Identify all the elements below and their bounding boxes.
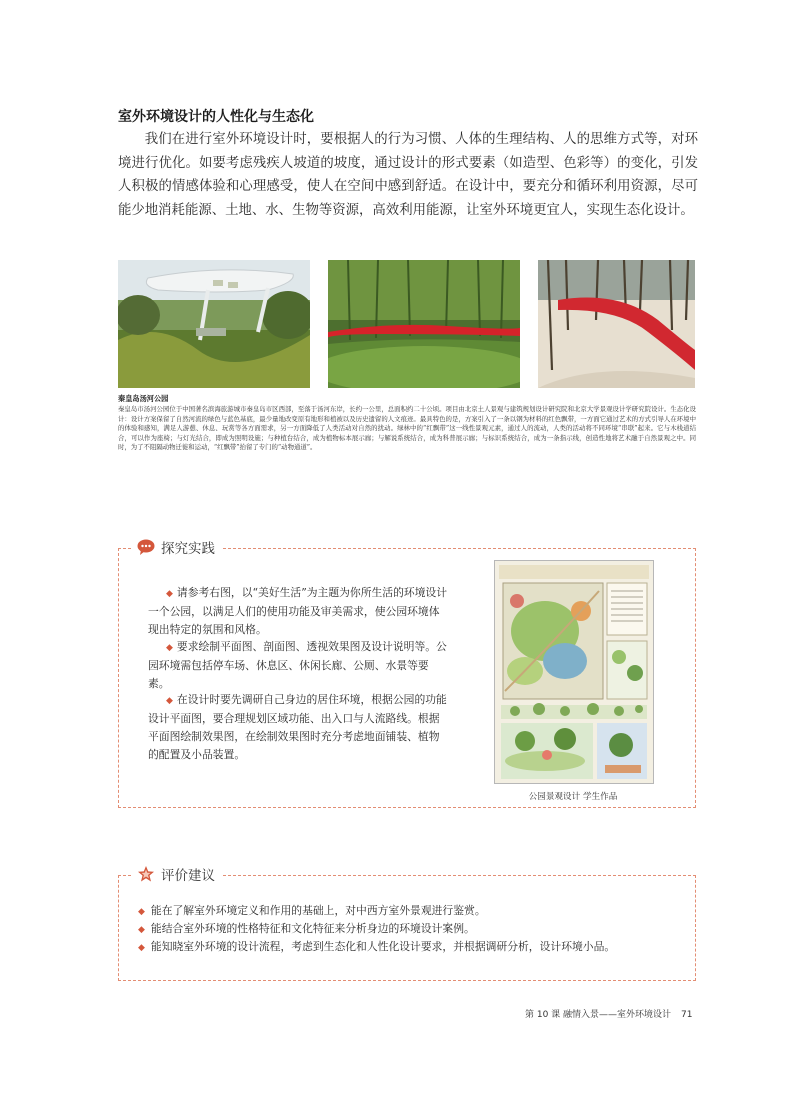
diamond-bullet-icon: ◆	[166, 696, 173, 706]
practice-tag-label: 探究实践	[161, 541, 215, 557]
practice-item-text: 在设计时要先调研自己身边的居住环境，根据公园的功能设计平面图，要合理规划区域功能、出入口与人流路线。根据平面图绘制效果图，在绘制效果图时充分考虑地面铺装、植物的配置及小品装置。	[148, 693, 447, 761]
evaluation-item-text: 能知晓室外环境的设计流程，考虑到生态化和人性化设计要求，并根据调研分析，设计环境小品。	[150, 940, 616, 953]
photo-canopy-pavilion	[118, 260, 310, 388]
practice-tag	[133, 537, 221, 557]
student-work-caption: 公园景观设计 学生作品	[528, 792, 618, 802]
student-work-drawing	[494, 560, 654, 784]
evaluation-item-text: 能结合室外环境的性格特征和文化特征来分析身边的环境设计案例。	[150, 922, 475, 935]
footer-lesson-title: 第 10 课 融情入景——室外环境设计	[525, 1010, 672, 1020]
evaluation-tag-label: 评价建议	[161, 868, 215, 884]
diamond-bullet-icon: ◆	[166, 643, 173, 653]
diamond-bullet-icon: ◆	[138, 907, 145, 917]
photo-caption-text: 秦皇岛市汤河公园位于中国著名滨海旅游城市秦皇岛市区西部，至落于汤河东岸，长约一公里，总面积约二十公顷。项目由北京土人景观与建筑规划设计研究院和北京大学景观设计学研究院设计。生态化设计：设计方案保留了自然河流的绿色与蓝色基底，最少量地改变原有地形和植被以及历史遗留的人文痕迹。最具特色的是，方案引入了一条以钢为材料的红色飘带，一方面它通过艺术的方式引导人在环境中的体验和感知，满足人游憩、休息、玩赏等各方面需求，另一方面降低了人类活动对自然的扰动。绿林中的“红飘带”这一线性景观元素，通过人的流动，人类的活动将不同环境“串联”起来。它与木栈道结合，可以作为座椅；与灯光结合，即成为照明设施；与种植台结合，成为植物标本展示廊；与解说系统结合，成为科普展示廊；与标识系统结合，成为一条指示线，创造性地将艺术融于自然景观之中。同时，为了不阻隔动物迁徙和运动，“红飘带”抬留了专门的“动物通道”。	[118, 405, 696, 452]
practice-item-text: 请参考右图，以“美好生活”为主题为你所生活的环境设计一个公园，以满足人们的使用功能及审美需求，使公园环境体现出特定的氛围和风格。	[148, 586, 448, 636]
page-footer	[525, 1007, 693, 1020]
evaluation-item	[138, 920, 475, 939]
diamond-bullet-icon: ◆	[166, 589, 173, 599]
practice-item-text: 要求绘制平面图、剖面图、透视效果图及设计说明等。公园环境需包括停车场、休息区、休闲长廊、公厕、水景等要素。	[148, 640, 447, 690]
practice-item	[148, 691, 450, 764]
section-title: 室外环境设计的人性化与生态化	[118, 109, 314, 125]
speech-bubble-icon	[137, 538, 155, 556]
evaluation-tag	[133, 864, 221, 884]
practice-item	[148, 638, 450, 693]
evaluation-item	[138, 938, 615, 957]
page-number: 71	[681, 1010, 693, 1020]
photo-red-bench-sand	[538, 260, 695, 388]
photo-caption-title: 秦皇岛汤河公园	[118, 394, 169, 403]
practice-item	[148, 584, 450, 639]
photo-red-ribbon-forest	[328, 260, 520, 388]
diamond-bullet-icon: ◆	[138, 925, 145, 935]
evaluation-item	[138, 902, 486, 921]
star-badge-icon	[137, 865, 155, 883]
diamond-bullet-icon: ◆	[138, 943, 145, 953]
evaluation-item-text: 能在了解室外环境定义和作用的基础上，对中西方室外景观进行鉴赏。	[150, 904, 486, 917]
body-paragraph: 我们在进行室外环境设计时，要根据人的行为习惯、人体的生理结构、人的思维方式等，对环境进行优化。如要考虑残疾人坡道的坡度，通过设计的形式要素（如造型、色彩等）的变化，引发人积极的情感体验和心理感受，使人在空间中感到舒适。在设计中，要充分和循环利用资源，尽可能少地消耗能源、土地、水、生物等资源，高效利用能源，让室外环境更宜人，实现生态化设计。	[118, 132, 698, 218]
